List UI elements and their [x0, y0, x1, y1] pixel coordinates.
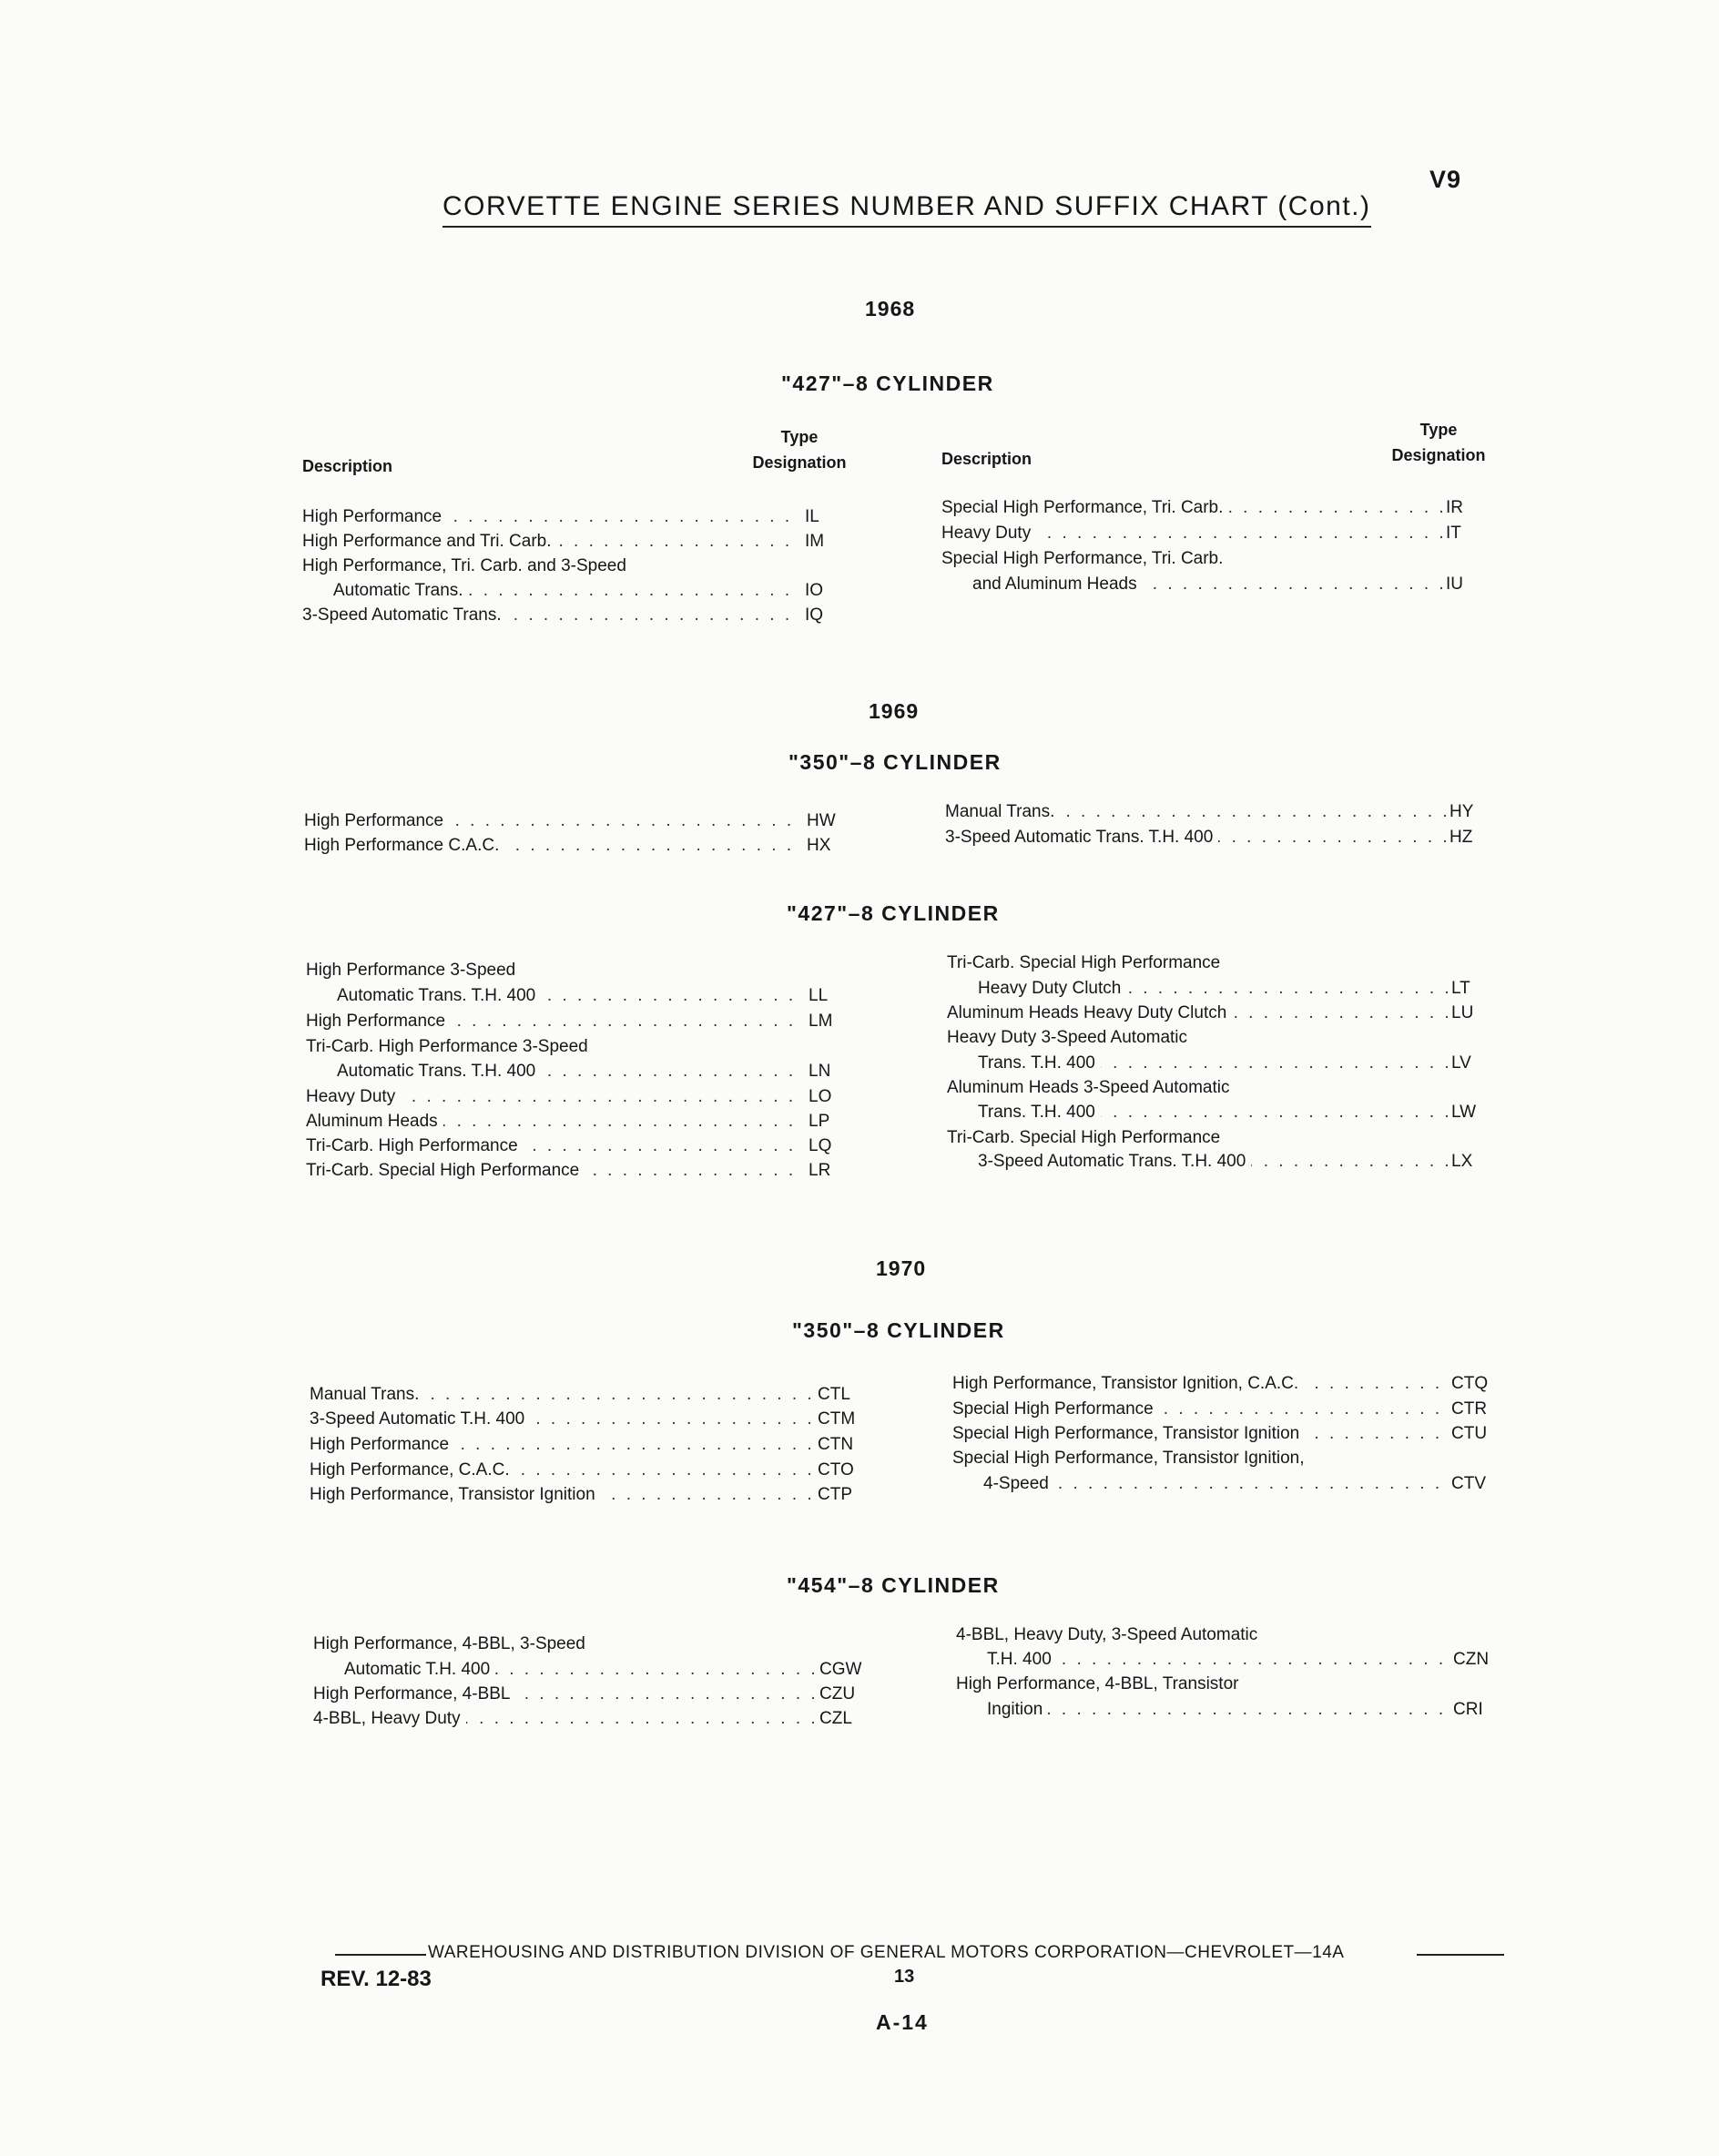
table-row: Special High Performance, Transistor Ignition,	[952, 1446, 1502, 1471]
table-row: 4-BBL, Heavy Duty, 3-Speed Automatic	[956, 1622, 1504, 1648]
section-1970-350: "350"–8 CYLINDER	[792, 1318, 1005, 1342]
table-row: High Performance, C.A.C. . . . CTO	[310, 1458, 869, 1483]
table-row: Ingition . . . CRI	[956, 1697, 1504, 1723]
section-1970-454: "454"–8 CYLINDER	[787, 1573, 1000, 1597]
page-title: CORVETTE ENGINE SERIES NUMBER AND SUFFIX CHART (Cont.)	[442, 191, 1371, 228]
table-row: Tri-Carb. Special High Performance	[947, 1125, 1502, 1151]
table-row: Special High Performance, Tri. Carb.	[941, 546, 1497, 572]
table-row: Special High Performance . . . CTR	[952, 1397, 1502, 1422]
table-row: High Performance C.A.C. . . . HX	[304, 833, 858, 859]
table-row: High Performance, Transistor Ignition, C.A.C. . . . CTQ	[952, 1371, 1502, 1397]
page-section-code: A-14	[876, 2010, 929, 2034]
footer-rule-left	[335, 1954, 426, 1956]
table-row: Automatic Trans. T.H. 400 . . . LL	[306, 983, 860, 1009]
table-row: High Performance, 4-BBL, Transistor	[956, 1672, 1504, 1697]
table-row: Heavy Duty Clutch . . . LT	[947, 976, 1502, 1002]
page-number: 13	[894, 1967, 915, 1987]
section-1969-427: "427"–8 CYLINDER	[787, 901, 1000, 925]
table-row: 3-Speed Automatic T.H. 400 . . . CTM	[310, 1407, 869, 1432]
table-row: Aluminum Heads 3-Speed Automatic	[947, 1075, 1502, 1101]
table-row: High Performance, Tri. Carb. and 3-Speed	[302, 554, 856, 579]
table-row: and Aluminum Heads . . . IU	[941, 572, 1497, 597]
table-row: High Performance, 4-BBL . . . CZU	[313, 1682, 870, 1707]
header-type-left	[745, 424, 854, 475]
table-row: Trans. T.H. 400 . . . LV	[947, 1051, 1502, 1076]
table-row: Heavy Duty . . . IT	[941, 521, 1497, 546]
table-row: Manual Trans. . . . CTL	[310, 1382, 869, 1408]
table-row: Special High Performance, Transistor Ignition . . . CTU	[952, 1421, 1502, 1447]
header-type-line2: Designation	[752, 453, 847, 472]
footer-division: WAREHOUSING AND DISTRIBUTION DIVISION OF GENERAL MOTORS CORPORATION—CHEVROLET—14A	[428, 1943, 1345, 1962]
header-type-line2: Designation	[1391, 446, 1486, 464]
table-row: Automatic T.H. 400 . . . CGW	[313, 1657, 870, 1683]
table-row: 4-BBL, Heavy Duty . . . CZL	[313, 1706, 870, 1732]
table-row: High Performance 3-Speed	[306, 958, 860, 983]
year-1970: 1970	[876, 1256, 927, 1280]
header-description-left: Description	[302, 457, 393, 475]
table-row: Heavy Duty 3-Speed Automatic	[947, 1025, 1502, 1051]
table-row: Automatic Trans. . . . IO	[302, 578, 856, 604]
table-row: High Performance, 4-BBL, 3-Speed	[313, 1632, 870, 1657]
revision-date: REV. 12-83	[320, 1967, 432, 1991]
header-type-line1: Type	[780, 428, 819, 446]
table-row: 3-Speed Automatic Trans. . . . IQ	[302, 603, 856, 628]
table-row: Special High Performance, Tri. Carb. . . . IR	[941, 495, 1497, 521]
section-1969-350: "350"–8 CYLINDER	[788, 750, 1002, 774]
table-row: Heavy Duty . . . LO	[306, 1084, 860, 1110]
table-row: Tri-Carb. High Performance . . . LQ	[306, 1134, 860, 1159]
table-row: Tri-Carb. Special High Performance	[947, 951, 1502, 976]
table-row: High Performance . . . HW	[304, 808, 858, 834]
footer-rule-right	[1417, 1954, 1504, 1956]
year-1968: 1968	[865, 297, 916, 320]
year-1969: 1969	[869, 699, 920, 723]
table-row: Tri-Carb. Special High Performance . . . LR	[306, 1158, 860, 1184]
table-row: High Performance . . . CTN	[310, 1432, 869, 1458]
table-row: T.H. 400 . . . CZN	[956, 1647, 1504, 1673]
header-description-right: Description	[941, 450, 1032, 468]
page-code: V9	[1429, 166, 1462, 193]
section-1968-427: "427"–8 CYLINDER	[781, 371, 994, 395]
table-row: 4-Speed . . . CTV	[952, 1471, 1502, 1497]
table-row: 3-Speed Automatic Trans. T.H. 400 . . . HZ	[945, 825, 1500, 850]
table-row: High Performance . . . LM	[306, 1009, 860, 1034]
table-row: 3-Speed Automatic Trans. T.H. 400 . . . LX	[947, 1149, 1502, 1175]
header-type-right	[1384, 417, 1493, 468]
table-row: High Performance . . . IL	[302, 504, 856, 530]
table-row: Trans. T.H. 400 . . . LW	[947, 1100, 1502, 1125]
table-row: Manual Trans. . . . HY	[945, 799, 1500, 825]
table-row: Aluminum Heads . . . LP	[306, 1109, 860, 1134]
header-type-line1: Type	[1419, 421, 1458, 439]
table-row: Aluminum Heads Heavy Duty Clutch . . . LU	[947, 1001, 1502, 1026]
table-row: High Performance and Tri. Carb. . . . IM	[302, 529, 856, 554]
table-row: High Performance, Transistor Ignition . . . CTP	[310, 1482, 869, 1508]
table-row: Automatic Trans. T.H. 400 . . . LN	[306, 1059, 860, 1084]
table-row: Tri-Carb. High Performance 3-Speed	[306, 1034, 860, 1060]
